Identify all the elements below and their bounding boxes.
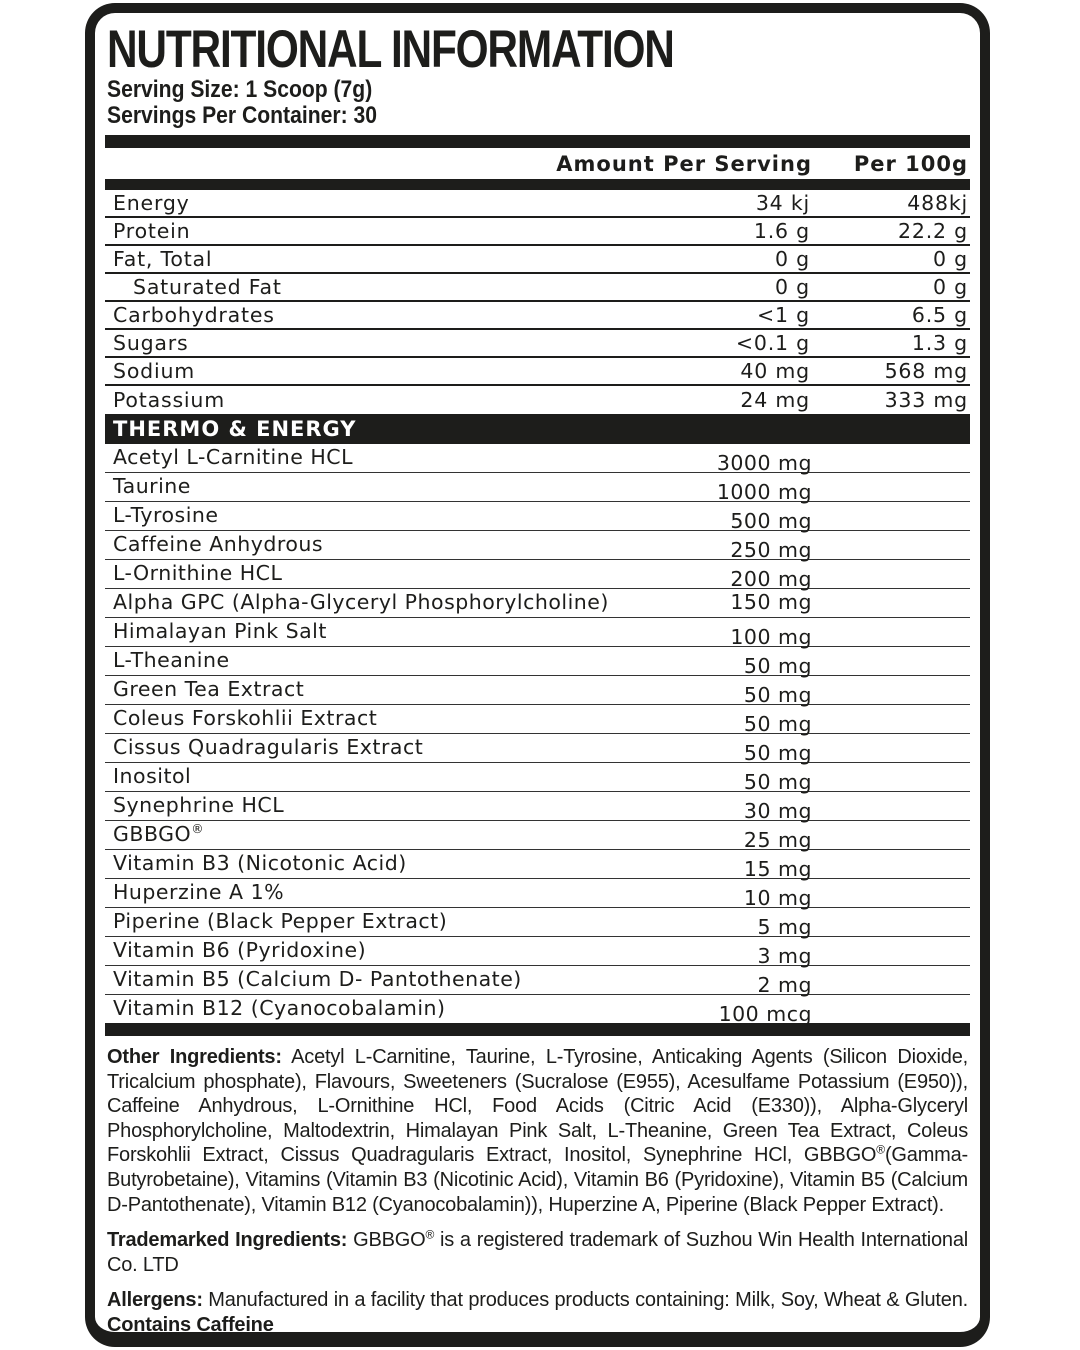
ingredient-amount-value: 100 mg [730,625,812,649]
ingredient-amount-value: 50 mg [743,741,812,765]
ingredient-name: Alpha GPC (Alpha-Glyceryl Phosphorylcholine) [113,590,609,614]
table-row [105,995,970,1024]
ingredient-name: Inositol [113,764,192,788]
ingredient-amount-value: 10 mg [743,886,812,910]
ingredient-name: L-Ornithine HCL [113,561,283,585]
ingredient-name: Cissus Quadragularis Extract [113,735,424,759]
footnotes-section [105,1036,970,1338]
ingredient-amount-value: 50 mg [743,654,812,678]
divider-bar [105,135,970,148]
table-row [105,821,970,850]
amount-per-serving-value: 0 g [775,247,810,271]
table-row [105,190,970,218]
footnote-allergens: Allergens: Manufactured in a facility that produces products containing: Milk, Soy, Wheat & Gluten. Contains Caffeine [107,1289,968,1336]
table-row [105,330,970,358]
nutrient-name: Sugars [113,331,189,355]
per-100g-value: 488kj [907,191,968,215]
ingredient-name: Vitamin B5 (Calcium D- Pantothenate) [113,967,522,991]
table-row [105,908,970,937]
table-row [105,618,970,647]
serving-size: Serving Size: 1 Scoop (7g) [107,76,373,103]
amount-per-serving-value: 24 mg [740,388,810,412]
ingredient-name: Synephrine HCL [113,793,285,817]
table-row [105,763,970,792]
ingredient-amount-value: 200 mg [730,567,812,591]
ingredient-name: Green Tea Extract [113,677,305,701]
ingredient-name: Himalayan Pink Salt [113,619,327,643]
ingredient-name: Coleus Forskohlii Extract [113,706,378,730]
ingredient-name: Vitamin B12 (Cyanocobalamin) [113,996,446,1020]
per-100g-value: 0 g [933,275,968,299]
ingredient-amount-value: 1000 mg [716,480,812,504]
ingredient-name: L-Theanine [113,648,230,672]
amount-per-serving-value: 34 kj [755,191,810,215]
table-row [105,676,970,705]
table-row [105,358,970,386]
footnote-bold-tail: Contains Caffeine [107,1313,274,1336]
ingredient-amount-value: 25 mg [743,828,812,852]
ingredient-amount-value: 50 mg [743,683,812,707]
column-header-amount-per-serving: Amount Per Serving [556,152,812,176]
table-row [105,734,970,763]
ingredient-name: Piperine (Black Pepper Extract) [113,909,448,933]
table-row [105,879,970,908]
nutrient-name: Energy [113,191,190,215]
nutrient-name: Saturated Fat [133,275,282,299]
footnote-lead-label: Allergens: [107,1289,203,1312]
nutrition-label [85,3,990,1347]
table-row [105,274,970,302]
table-row [105,444,970,473]
ingredient-name: Vitamin B3 (Nicotonic Acid) [113,851,407,875]
footnote-trademarked-ingredients: Trademarked Ingredients: GBBGO® is a registered trademark of Suzhou Win Health International Co. LTD [107,1227,968,1276]
divider-bar [105,1023,970,1036]
nutrient-name: Sodium [113,359,196,383]
footnote-lead-label: Trademarked Ingredients: [107,1229,348,1252]
table-row [105,502,970,531]
macro-nutrients-table [105,190,970,414]
table-row [105,531,970,560]
ingredient-amount-value: 250 mg [730,538,812,562]
ingredient-amount-value: 100 mcg [718,1002,812,1026]
amount-per-serving-value: <0.1 g [735,331,810,355]
table-row [105,589,970,618]
per-100g-value: 1.3 g [911,331,968,355]
ingredient-name: Taurine [113,474,191,498]
amount-per-serving-value: <1 g [757,303,810,327]
divider-bar [105,179,970,190]
ingredient-name: Vitamin B6 (Pyridoxine) [113,938,367,962]
table-row [105,792,970,821]
ingredient-name: Huperzine A 1% [113,880,285,904]
table-row [105,705,970,734]
ingredient-amount-value: 50 mg [743,770,812,794]
ingredient-amount-value: 500 mg [730,509,812,533]
ingredient-name: Acetyl L-Carnitine HCL [113,445,354,469]
amount-per-serving-value: 40 mg [740,359,810,383]
table-column-headers [105,148,970,179]
table-row [105,218,970,246]
per-100g-value: 6.5 g [911,303,968,327]
per-100g-value: 0 g [933,247,968,271]
ingredient-amount-value: 3000 mg [716,451,812,475]
ingredient-name: GBBGO® [113,822,204,846]
footnote-other-ingredients: Other Ingredients: Acetyl L-Carnitine, Taurine, L-Tyrosine, Anticaking Agents (Silicon Dioxide, Tricalcium phosphate), Flavours, Sweeteners (Sucralose (E955), Acesulfame Potassium (E950)), Caffeine Anhydrous, L-Ornithine HCl, Food Acids (Citric Acid (E330)), Alpha-Glyceryl Phosphorylcholine, Maltodextrin, Himalayan Pink Salt, L-Theanine, Green Tea Extract, Coleus Forskohlii Extract, Cissus Quadragularis Extract, Inositol, Synephrine HCl, GBBGO®(Gamma-Butyrobetaine), Vitamins (Vitamin B3 (Nicotinic Acid), Vitamin B6 (Pyridoxine), Vitamin B5 (Calcium D-Pantothenate), Vitamin B12 (Cyanocobalamin)), Huperzine A, Piperine (Black Pepper Extract). [107,1046,968,1216]
ingredient-amount-value: 30 mg [743,799,812,823]
ingredient-amount-value: 5 mg [757,915,812,939]
page-title: NUTRITIONAL INFORMATION [107,20,674,79]
ingredient-amount-value: 50 mg [743,712,812,736]
ingredient-name: Caffeine Anhydrous [113,532,324,556]
ingredient-amount-value: 15 mg [743,857,812,881]
table-row [105,560,970,589]
table-row [105,473,970,502]
nutrient-name: Carbohydrates [113,303,275,327]
column-header-per-100g: Per 100g [853,152,968,176]
table-row [105,850,970,879]
ingredient-amount-value: 3 mg [757,944,812,968]
servings-per-container: Servings Per Container: 30 [107,102,377,129]
nutrient-name: Potassium [113,388,225,412]
table-row [105,647,970,676]
ingredient-amount-value: 2 mg [757,973,812,997]
nutrient-name: Fat, Total [113,247,213,271]
per-100g-value: 333 mg [884,388,968,412]
section-header-thermo-energy: THERMO & ENERGY [105,414,970,444]
table-row [105,937,970,966]
nutrient-name: Protein [113,219,191,243]
amount-per-serving-value: 0 g [775,275,810,299]
per-100g-value: 568 mg [884,359,968,383]
per-100g-value: 22.2 g [898,219,968,243]
table-row [105,246,970,274]
table-row [105,386,970,414]
amount-per-serving-value: 1.6 g [753,219,810,243]
thermo-energy-table [105,444,970,1024]
table-row [105,302,970,330]
table-row [105,966,970,995]
ingredient-amount-value: 150 mg [730,590,812,614]
ingredient-name: L-Tyrosine [113,503,219,527]
footnote-lead-label: Other Ingredients: [107,1046,282,1068]
